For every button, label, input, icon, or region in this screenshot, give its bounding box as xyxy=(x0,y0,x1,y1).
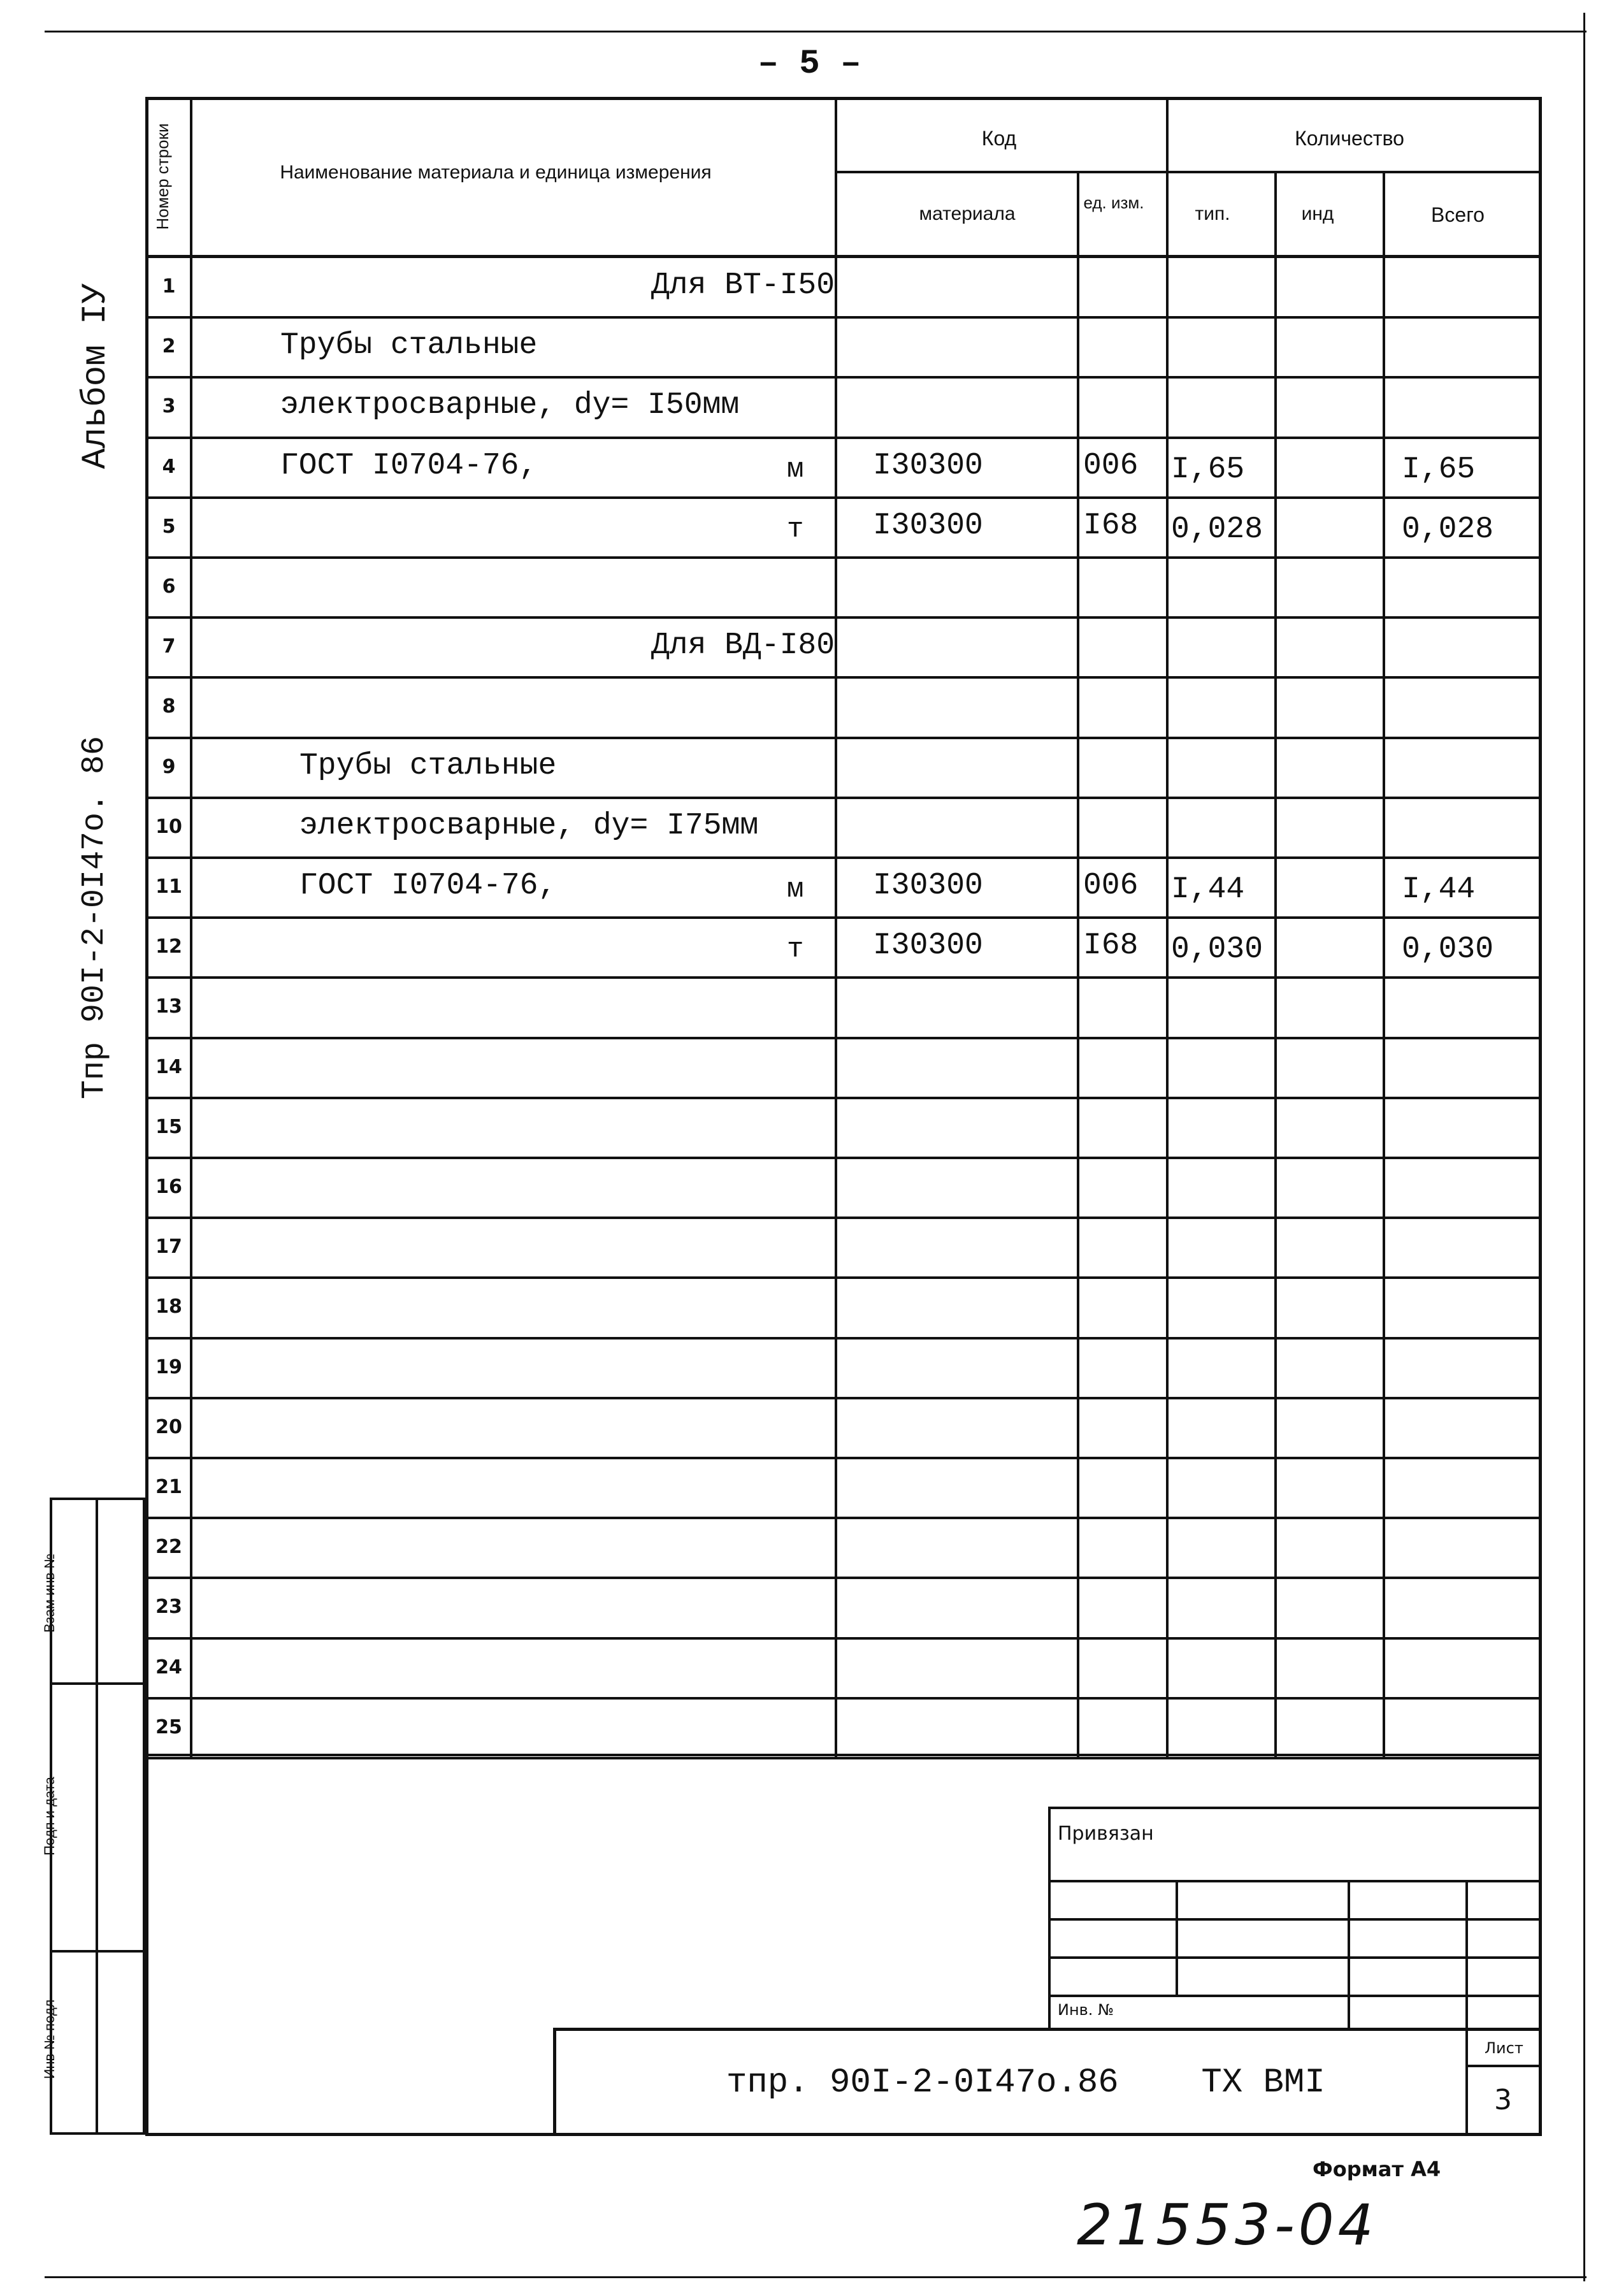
row-name: ГОСТ I0704-76, xyxy=(280,448,538,483)
row-number: 2 xyxy=(162,335,176,358)
table-row xyxy=(0,797,1619,856)
row-number: 19 xyxy=(155,1355,182,1378)
table-row xyxy=(0,496,1619,556)
row-typ: I,65 xyxy=(1171,452,1245,487)
row-name: Для ВД-I80 xyxy=(651,628,835,663)
row-number: 1 xyxy=(162,275,176,298)
row-number: 12 xyxy=(155,935,182,958)
table-row xyxy=(0,256,1619,316)
row-unit-symbol: т xyxy=(787,934,804,966)
privyazan-vline-3 xyxy=(1465,1880,1468,2028)
table-row xyxy=(0,1397,1619,1457)
row-number: 3 xyxy=(162,395,176,418)
header-quantity-group: Количество xyxy=(1295,127,1404,150)
row-number: 13 xyxy=(155,995,182,1018)
row-number: 21 xyxy=(155,1476,182,1498)
table-row xyxy=(0,1457,1619,1517)
row-name: Трубы стальные xyxy=(299,748,557,783)
row-number: 7 xyxy=(162,635,176,658)
row-number: 4 xyxy=(162,455,176,478)
row-number: 5 xyxy=(162,515,176,538)
vzam-inv-label: Взам инв № xyxy=(41,1553,57,1633)
table-row xyxy=(0,1276,1619,1336)
document-code-side-label: Тпр 90I-2-0I47о. 86 xyxy=(76,735,113,1100)
header-ind: инд xyxy=(1301,203,1334,224)
top-border-line xyxy=(45,31,1587,32)
header-material: материала xyxy=(919,203,1016,224)
table-row xyxy=(0,1337,1619,1397)
table-row xyxy=(0,1097,1619,1157)
table-row xyxy=(0,316,1619,376)
row-material-code: I30300 xyxy=(873,928,983,964)
inv-no-label: Инв. № xyxy=(1058,2001,1114,2019)
row-material-code: I30300 xyxy=(873,448,983,483)
row-unit-symbol: м xyxy=(787,453,804,486)
table-row xyxy=(0,1217,1619,1276)
table-row xyxy=(0,916,1619,976)
row-name: Для ВТ-I50 xyxy=(651,268,835,303)
privyazan-label: Привязан xyxy=(1058,1823,1154,1845)
header-mid-line xyxy=(835,171,1542,173)
row-number: 17 xyxy=(155,1236,182,1259)
table-row xyxy=(0,616,1619,676)
row-unit-code: I68 xyxy=(1083,928,1139,964)
sheet-box-line xyxy=(1465,2065,1542,2067)
row-unit-code: 006 xyxy=(1083,448,1139,483)
document-designation: тпр. 90I-2-0I47о.86 ТХ ВМI xyxy=(726,2063,1325,2102)
row-name: Трубы стальные xyxy=(280,328,538,363)
inv-podl-label: Инв № подл xyxy=(41,1999,57,2079)
header-total: Всего xyxy=(1431,203,1485,226)
sheet-box-divider xyxy=(1465,2028,1468,2136)
row-number: 14 xyxy=(155,1055,182,1078)
header-typ: тип. xyxy=(1195,203,1230,224)
album-label: Альбом IУ xyxy=(76,283,115,469)
row-line xyxy=(145,1757,1542,1759)
table-row xyxy=(0,437,1619,496)
handwritten-code: 21553-04 xyxy=(1077,2192,1378,2258)
row-number: 11 xyxy=(155,876,182,898)
table-row xyxy=(0,1037,1619,1097)
row-number: 24 xyxy=(155,1656,182,1679)
bottom-border-line xyxy=(45,2276,1587,2278)
row-typ: 0,028 xyxy=(1171,512,1263,547)
row-number: 15 xyxy=(155,1115,182,1138)
row-material-code: I30300 xyxy=(873,869,983,903)
sheet-number: 3 xyxy=(1494,2084,1512,2116)
row-number: 16 xyxy=(155,1176,182,1198)
table-row xyxy=(0,976,1619,1036)
sheet-label: Лист xyxy=(1485,2039,1523,2057)
row-total: I,65 xyxy=(1402,452,1476,487)
table-row xyxy=(0,1697,1619,1757)
page-number: – 5 – xyxy=(758,45,861,83)
table-row xyxy=(0,1517,1619,1577)
table-row xyxy=(0,676,1619,736)
header-code-group: Код xyxy=(981,127,1017,150)
row-total: 0,030 xyxy=(1402,932,1494,967)
row-unit-symbol: т xyxy=(787,513,804,545)
row-number: 25 xyxy=(155,1715,182,1738)
row-unit-code: I68 xyxy=(1083,508,1139,543)
row-number: 6 xyxy=(162,575,176,598)
title-block-top-line xyxy=(145,1754,1542,1756)
privyazan-vline-2 xyxy=(1348,1880,1350,2028)
row-number: 23 xyxy=(155,1596,182,1619)
row-typ: I,44 xyxy=(1171,872,1245,907)
row-unit-symbol: м xyxy=(787,874,804,906)
row-number: 10 xyxy=(155,815,182,838)
row-name: электросварные, dу= I75мм xyxy=(299,808,759,843)
header-unit: ед. изм. xyxy=(1083,193,1144,212)
row-total: I,44 xyxy=(1402,872,1476,907)
row-unit-code: 006 xyxy=(1083,869,1139,903)
table-header xyxy=(145,97,1542,256)
row-number: 18 xyxy=(155,1296,182,1318)
row-typ: 0,030 xyxy=(1171,932,1263,967)
table-row xyxy=(0,1577,1619,1636)
format-label: Формат А4 xyxy=(1313,2157,1441,2181)
table-row xyxy=(0,856,1619,916)
header-name: Наименование материала и единица измерения xyxy=(280,162,712,183)
row-name: электросварные, dу= I50мм xyxy=(280,388,740,423)
table-row xyxy=(0,376,1619,436)
row-material-code: I30300 xyxy=(873,508,983,543)
header-row-number: Номер строки xyxy=(153,123,172,230)
row-number: 9 xyxy=(162,755,176,778)
row-name: ГОСТ I0704-76, xyxy=(299,869,557,903)
table-row xyxy=(0,556,1619,616)
table-row xyxy=(0,1637,1619,1697)
table-row xyxy=(0,737,1619,797)
row-number: 22 xyxy=(155,1536,182,1559)
podp-data-label: Подп и дата xyxy=(41,1777,57,1856)
row-number: 8 xyxy=(162,695,176,718)
row-total: 0,028 xyxy=(1402,512,1494,547)
privyazan-vline-1 xyxy=(1176,1880,1178,1995)
table-row xyxy=(0,1157,1619,1217)
row-number: 20 xyxy=(155,1415,182,1438)
